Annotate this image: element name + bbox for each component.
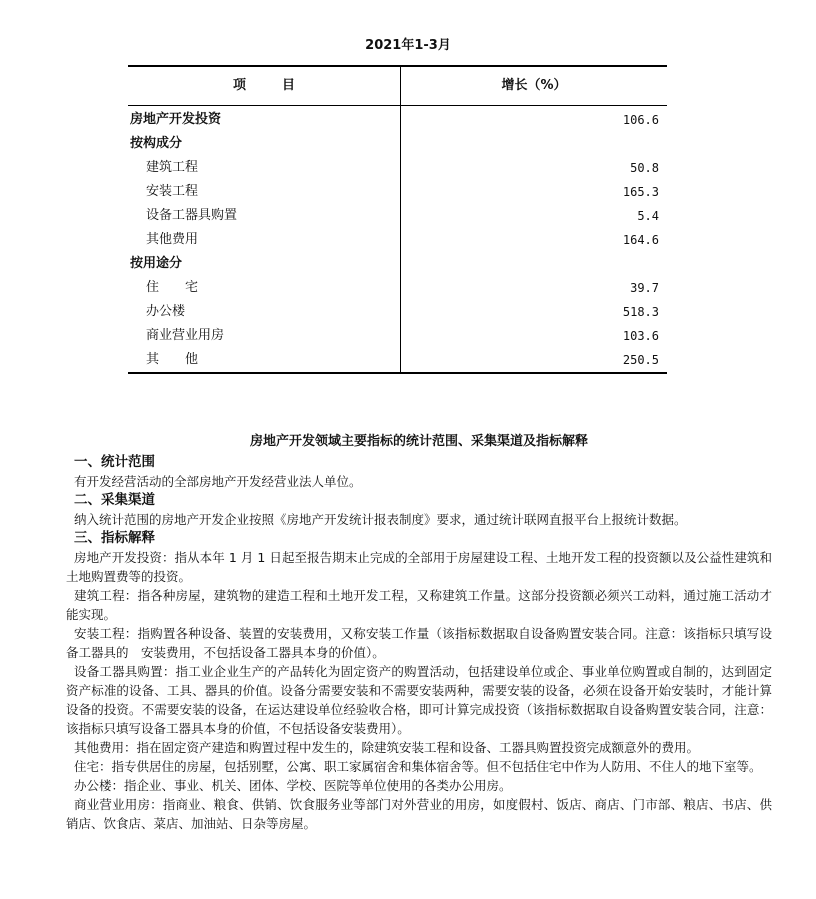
row-label: 其他费用 <box>146 232 199 247</box>
row-value: 165.3 <box>622 185 659 199</box>
row-label-heading: 房地产开发投资 <box>130 112 222 127</box>
table-body <box>128 106 667 372</box>
notes-title: 房地产开发领域主要指标的统计范围、采集渠道及指标解释 <box>249 434 588 449</box>
row-label: 其 他 <box>146 352 199 367</box>
row-label-heading: 按构成分 <box>130 136 183 151</box>
row-label: 商业营业用房 <box>146 328 225 343</box>
row-label: 住 宅 <box>146 280 199 295</box>
row-value: 39.7 <box>630 281 659 295</box>
paragraph-equipment: 设备工器具购置：指工业企业生产的产品转化为固定资产的购置活动，包括建设单位或企、事业单位购置或自制的，达到固定资产标准的设备、工具、器具的价值。设备分需要安装和不需要安装两种，需要安装的设备，必须在设备开始安装时，才能计算设备的投资。不需要安装的设备，在运达建设单位经验收合格，即可计算完成投资（该指标数据取自设备购置安装合同，注意：该指标只填写设备工器具本身的价值，不包括设备安装费用）。 <box>66 664 772 736</box>
row-value <box>401 252 667 276</box>
notes-section <box>66 432 772 833</box>
table-header <box>128 67 667 106</box>
row-label-heading: 按用途分 <box>130 256 183 271</box>
value-column <box>401 106 667 372</box>
header-item-char-1: 项 <box>232 78 246 93</box>
paragraph-office: 办公楼：指企业、事业、机关、团体、学校、医院等单位使用的各类办公用房。 <box>74 778 512 793</box>
row-value <box>401 132 667 156</box>
paragraph-channel: 纳入统计范围的房地产开发企业按照《房地产开发统计报表制度》要求，通过统计联网直报平台上报统计数据。 <box>74 512 687 527</box>
paragraph-other-cost: 其他费用：指在固定资产建造和购置过程中发生的，除建筑安装工程和设备、工器具购置投资完成额意外的费用。 <box>74 740 700 755</box>
paragraph-construction: 建筑工程：指各种房屋，建筑物的建造工程和土地开发工程，又称建筑工作量。这部分投资额必须兴工动料，通过施工活动才能实现。 <box>66 588 772 622</box>
paragraph-investment: 房地产开发投资：指从本年 1 月 1 日起至报告期末止完成的全部用于房屋建设工程、土地开发工程的投资额以及公益性建筑和土地购置费等的投资。 <box>66 550 772 584</box>
row-value: 164.6 <box>622 233 659 247</box>
row-value: 250.5 <box>622 353 659 367</box>
header-growth: 增长（%） <box>501 78 567 93</box>
paragraph-residential: 住宅：指专供居住的房屋，包括别墅，公寓、职工家属宿舍和集体宿舍等。但不包括住宅中作为人防用、不住人的地下室等。 <box>74 759 762 774</box>
row-value: 518.3 <box>622 305 659 319</box>
row-value: 106.6 <box>622 113 659 127</box>
header-item-char-2: 目 <box>282 78 296 93</box>
row-value: 5.4 <box>637 209 659 223</box>
paragraph-installation: 安装工程：指购置各种设备、装置的安装费用，又称安装工作量（该指标数据取自设备购置安装合同。注意：该指标只填写设备工器具的 安装费用，不包括设备工器具本身的价值）。 <box>66 626 772 660</box>
row-value: 103.6 <box>622 329 659 343</box>
paragraph-scope: 有开发经营活动的全部房地产开发经营业法人单位。 <box>74 474 362 489</box>
row-label: 安装工程 <box>146 184 199 199</box>
data-table <box>128 65 667 374</box>
section-heading-channel: 二、采集渠道 <box>74 492 155 508</box>
paragraph-commercial: 商业营业用房：指商业、粮食、供销、饮食服务业等部门对外营业的用房，如度假村、饭店、商店、门市部、粮店、书店、供销店、饮食店、菜店、加油站、日杂等房屋。 <box>66 797 772 831</box>
section-heading-scope: 一、统计范围 <box>74 454 155 470</box>
row-label: 设备工器具购置 <box>146 208 238 223</box>
row-label: 办公楼 <box>146 304 186 319</box>
label-column <box>128 106 401 372</box>
table-caption: 2021年1-3月 <box>365 38 451 53</box>
row-value: 50.8 <box>630 161 659 175</box>
section-heading-definitions: 三、指标解释 <box>74 530 155 546</box>
row-label: 建筑工程 <box>146 160 199 175</box>
header-item <box>128 67 401 105</box>
